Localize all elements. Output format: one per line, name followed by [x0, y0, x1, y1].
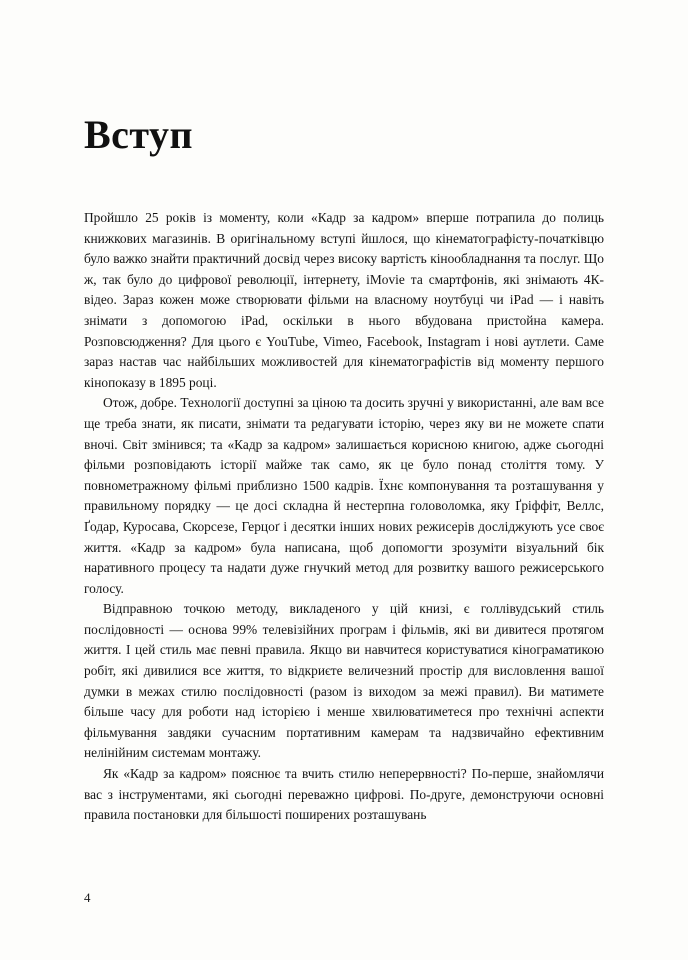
paragraph: Як «Кадр за кадром» пояснює та вчить стилю неперервності? По-перше, знайомлячи вас з інструментами, які сьогодні переважно цифрові. По-друге, демонструючи основні правила постановки для більшості поширених розташувань	[84, 766, 604, 823]
body-text	[84, 208, 604, 826]
paragraph: Пройшло 25 років із моменту, коли «Кадр за кадром» вперше потрапила до полиць книжкових магазинів. В оригінальному вступі йшлося, що кінематографісту-початківцю було важко знайти практичний досвід через високу вартість кінообладнання та послуг. Що ж, так було до цифрової революції, інтернету, iMovie та смартфонів, які знімають 4К-відео. Зараз кожен може створювати фільми на власному ноутбуці чи iPad — і навіть знімати з допомогою iPad, оскільки в нього вбудована пристойна камера. Розповсюдження? Для цього є YouTube, Vimeo, Facebook, Instagram і нові аутлети. Саме зараз настав час найбільших можливостей для кінематографістів від моменту першого кінопоказу в 1895 році.	[84, 210, 604, 390]
paragraph: Відправною точкою методу, викладеного у цій книзі, є голлівудський стиль послідовності — основа 99% телевізійних програм і фільмів, які ви дивитеся протягом життя. І цей стиль має певні правила. Якщо ви навчитеся користуватися кінограматикою робіт, які дивилися все життя, то відкриєте величезний простір для висловлення вашої думки в межах стилю послідовності (разом із виходом за межі правил). Ви матимете більше часу для роботи над історією і менше хвилюватиметеся про технічні аспекти фільмування завдяки сучасним портативним камерам та надзвичайно ефективним нелінійним системам монтажу.	[84, 601, 604, 761]
page-number: 4	[84, 890, 91, 905]
paragraph: Отож, добре. Технології доступні за ціною та досить зручні у використанні, але вам все ще треба знати, як писати, знімати та редагувати історію, через яку ви не можете спати вночі. Світ змінився; та «Кадр за кадром» залишається корисною книгою, адже сьогодні фільми розповідають історії майже так само, як це було понад століття тому. У повнометражному фільмі приблизно 1500 кадрів. Їхнє компонування та розташування у правильному порядку — це досі складна й нестерпна головоломка, яку Ґріффіт, Веллс, Ґодар, Куросава, Скорсезе, Герцоґ і десятки інших нових режисерів досліджують усе своє життя. «Кадр за кадром» була написана, щоб допомогти зрозуміти візуальний бік наративного процесу та надати дуже гнучкий метод для розвитку вашого режисерського голосу.	[84, 395, 604, 596]
page-title: Вступ	[84, 111, 194, 157]
